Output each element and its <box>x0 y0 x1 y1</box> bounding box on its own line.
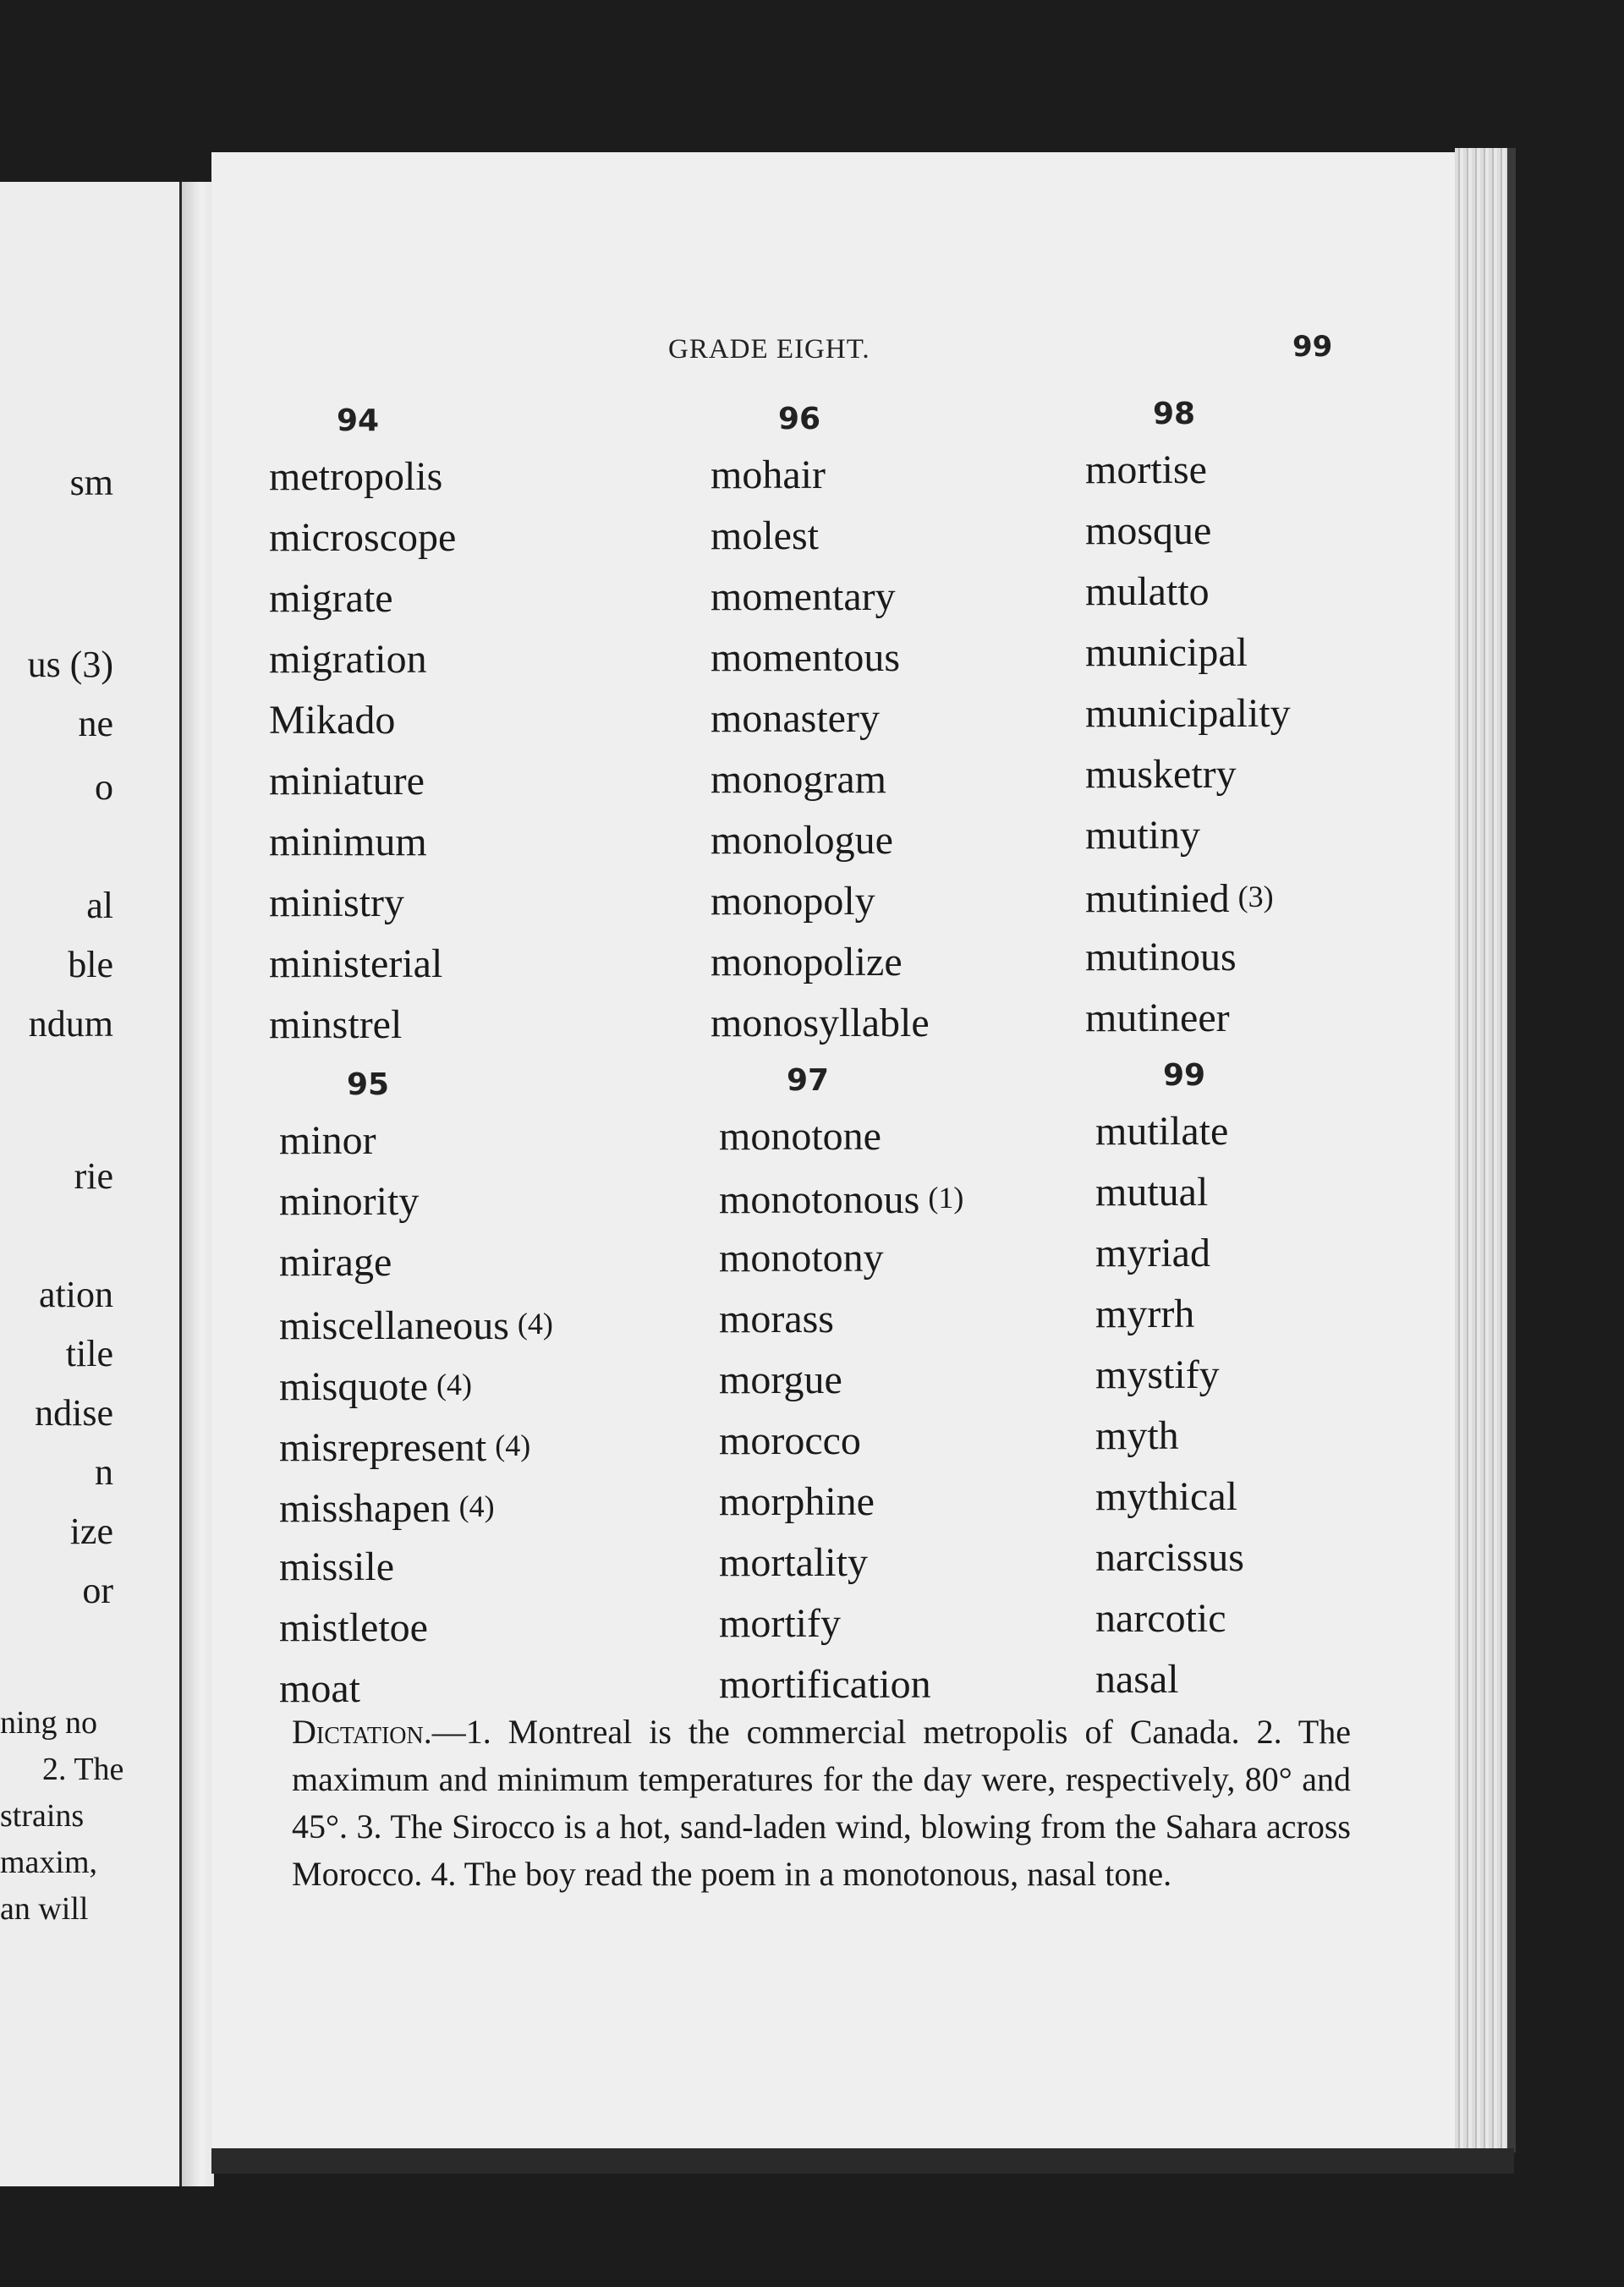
lesson-number: 95 <box>347 1067 390 1102</box>
word-text: morphine <box>719 1479 875 1524</box>
word-note: (1) <box>928 1181 964 1215</box>
word-text: misrepresent <box>279 1425 487 1470</box>
word-item <box>279 1171 719 1232</box>
word-item <box>269 934 709 995</box>
word-item <box>710 445 1150 506</box>
word-item <box>1095 1101 1535 1162</box>
book-bottom-edge <box>211 2148 1514 2174</box>
left-page-fragment: ndum <box>28 1003 113 1045</box>
dictation-text: —1. Montreal is the commercial metropolis of Canada. 2. The maximum and minimum temperatures for the day were, respectively, 80° and 45°. 3. The Sirocco is a hot, sand-laden wind, blowing from the Sahara across Morocco. 4. The boy read the poem in a monotonous, nasal tone. <box>292 1713 1351 1893</box>
left-page-fragment: maxim, <box>0 1845 98 1880</box>
word-item <box>710 506 1150 567</box>
word-text: misshapen <box>279 1486 451 1531</box>
word-text: momentary <box>710 574 896 619</box>
word-text: microscope <box>269 515 457 560</box>
word-text: monopolize <box>710 940 903 984</box>
lesson-number: 94 <box>337 403 380 438</box>
word-item <box>710 567 1150 628</box>
word-text: miniature <box>269 759 425 803</box>
word-text: municipality <box>1085 691 1291 736</box>
word-text: monotonous <box>719 1177 920 1222</box>
left-page-fragment: ble <box>68 944 113 985</box>
left-page-fragment: o <box>95 766 113 808</box>
left-page-fragment: 2. The <box>42 1752 124 1787</box>
word-text: minstrel <box>269 1002 403 1047</box>
word-text: monologue <box>710 818 893 863</box>
word-note: (4) <box>458 1489 495 1523</box>
word-item <box>269 568 709 629</box>
word-item <box>1095 1345 1535 1406</box>
word-text: mutilate <box>1095 1109 1229 1154</box>
word-text: mutinous <box>1085 935 1237 979</box>
word-text: mutinied <box>1085 876 1230 921</box>
word-text: mortify <box>719 1601 841 1646</box>
left-page-fragment: al <box>86 885 113 926</box>
left-page-fragment: ize <box>69 1511 113 1552</box>
lesson-99 <box>1095 1050 1535 1710</box>
word-item <box>719 1472 1159 1533</box>
word-text: monotone <box>719 1114 881 1159</box>
word-item <box>1095 1649 1535 1710</box>
word-item <box>1085 562 1525 622</box>
word-text: narcotic <box>1095 1596 1226 1641</box>
lesson-96 <box>710 394 1150 1054</box>
word-item <box>1095 1588 1535 1649</box>
word-item <box>710 932 1150 993</box>
word-text: ministry <box>269 880 405 925</box>
word-item <box>1095 1406 1535 1467</box>
word-item <box>719 1106 1159 1167</box>
word-item <box>710 810 1150 871</box>
word-item <box>279 1111 719 1171</box>
left-page-fragment: ne <box>78 703 113 744</box>
word-text: mortality <box>719 1540 868 1585</box>
word-item <box>279 1598 719 1659</box>
word-text: mortise <box>1085 447 1207 492</box>
word-text: mutineer <box>1085 995 1230 1040</box>
word-item <box>719 1654 1159 1715</box>
word-text: morocco <box>719 1418 861 1463</box>
word-item <box>1085 501 1525 562</box>
word-text: mutiny <box>1085 813 1201 858</box>
word-item <box>719 1533 1159 1593</box>
lesson-number: 98 <box>1153 397 1196 431</box>
word-item <box>269 873 709 934</box>
lesson-number: 97 <box>787 1063 830 1098</box>
word-text: nasal <box>1095 1657 1179 1702</box>
left-page-fragment: an will <box>0 1891 89 1927</box>
word-item <box>1085 866 1525 927</box>
word-text: morgue <box>719 1357 842 1402</box>
word-text: myriad <box>1095 1231 1210 1275</box>
word-text: migrate <box>269 576 393 621</box>
word-text: minority <box>279 1179 420 1224</box>
word-item <box>279 1232 719 1293</box>
word-text: mutual <box>1095 1170 1209 1215</box>
word-text: mosque <box>1085 508 1212 553</box>
word-text: mortification <box>719 1662 931 1707</box>
lesson-95 <box>279 1060 719 1719</box>
word-item <box>1085 927 1525 988</box>
left-page-fragment: ndise <box>35 1392 113 1434</box>
word-item <box>269 995 709 1056</box>
word-text: musketry <box>1085 752 1237 797</box>
word-item <box>1085 805 1525 866</box>
word-item <box>269 507 709 568</box>
word-text: minor <box>279 1118 376 1163</box>
word-text: monopoly <box>710 879 875 924</box>
word-item <box>1085 988 1525 1049</box>
word-item <box>719 1289 1159 1350</box>
word-text: momentous <box>710 635 900 680</box>
word-note: (4) <box>436 1368 472 1401</box>
word-text: monastery <box>710 696 880 741</box>
word-text: narcissus <box>1095 1535 1244 1580</box>
word-item <box>710 871 1150 932</box>
page-number: 99 <box>1292 330 1333 364</box>
left-page-fragment: or <box>82 1570 113 1611</box>
word-item <box>279 1537 719 1598</box>
lesson-number: 99 <box>1163 1058 1206 1093</box>
word-item <box>269 447 709 507</box>
word-note: (3) <box>1237 880 1274 913</box>
left-page-fragment: ation <box>39 1274 113 1315</box>
word-text: mirage <box>279 1240 392 1285</box>
left-page-fragment: us (3) <box>27 644 113 685</box>
word-text: mulatto <box>1085 569 1210 614</box>
word-item <box>719 1593 1159 1654</box>
left-page-fragment: ning no <box>0 1705 98 1741</box>
word-text: municipal <box>1085 630 1248 675</box>
word-item <box>279 1293 719 1354</box>
lesson-98 <box>1085 389 1525 1049</box>
word-item <box>1085 744 1525 805</box>
left-page-fragment: strains <box>0 1798 85 1834</box>
word-item <box>1085 440 1525 501</box>
left-page-fragment: sm <box>69 462 113 503</box>
word-item <box>710 749 1150 810</box>
word-item <box>279 1354 719 1415</box>
running-head: GRADE EIGHT. <box>668 334 870 365</box>
book-gutter <box>179 182 214 2186</box>
word-item <box>719 1167 1159 1228</box>
word-text: missile <box>279 1544 395 1589</box>
lesson-97 <box>719 1056 1159 1715</box>
word-item <box>1095 1467 1535 1527</box>
left-page <box>0 182 179 2186</box>
left-page-fragment: rie <box>74 1155 113 1197</box>
word-text: monotony <box>719 1236 884 1281</box>
word-item <box>1085 622 1525 683</box>
word-item <box>710 688 1150 749</box>
word-text: miscellaneous <box>279 1303 509 1348</box>
word-item <box>269 690 709 751</box>
word-text: Mikado <box>269 698 396 743</box>
word-item <box>269 812 709 873</box>
word-text: misquote <box>279 1364 428 1409</box>
left-page-fragment: tile <box>65 1333 113 1374</box>
word-item <box>719 1228 1159 1289</box>
word-item <box>279 1415 719 1476</box>
word-item <box>1085 683 1525 744</box>
word-item <box>1095 1223 1535 1284</box>
word-item <box>269 629 709 690</box>
word-text: moat <box>279 1666 360 1711</box>
word-text: myrrh <box>1095 1292 1195 1336</box>
word-note: (4) <box>495 1429 531 1462</box>
word-item <box>279 1476 719 1537</box>
word-text: morass <box>719 1297 834 1341</box>
dictation-paragraph <box>292 1708 1351 1898</box>
word-text: monogram <box>710 757 886 802</box>
word-item <box>1095 1527 1535 1588</box>
word-text: mohair <box>710 452 826 497</box>
word-text: ministerial <box>269 941 443 986</box>
word-text: monosyllable <box>710 1001 930 1045</box>
word-item <box>719 1411 1159 1472</box>
lesson-number: 96 <box>778 402 821 436</box>
word-note: (4) <box>517 1307 553 1341</box>
word-item <box>1095 1284 1535 1345</box>
word-text: mystify <box>1095 1352 1220 1397</box>
dictation-label: Dictation. <box>292 1713 432 1751</box>
word-text: mythical <box>1095 1474 1237 1519</box>
word-text: minimum <box>269 820 427 864</box>
word-item <box>710 993 1150 1054</box>
word-text: metropolis <box>269 454 443 499</box>
word-text: mistletoe <box>279 1605 428 1650</box>
left-page-fragment: n <box>95 1451 113 1493</box>
word-item <box>269 751 709 812</box>
word-text: migration <box>269 637 427 682</box>
word-item <box>710 628 1150 688</box>
word-text: myth <box>1095 1413 1179 1458</box>
word-item <box>719 1350 1159 1411</box>
word-item <box>1095 1162 1535 1223</box>
lesson-94 <box>269 396 709 1056</box>
word-text: molest <box>710 513 819 558</box>
